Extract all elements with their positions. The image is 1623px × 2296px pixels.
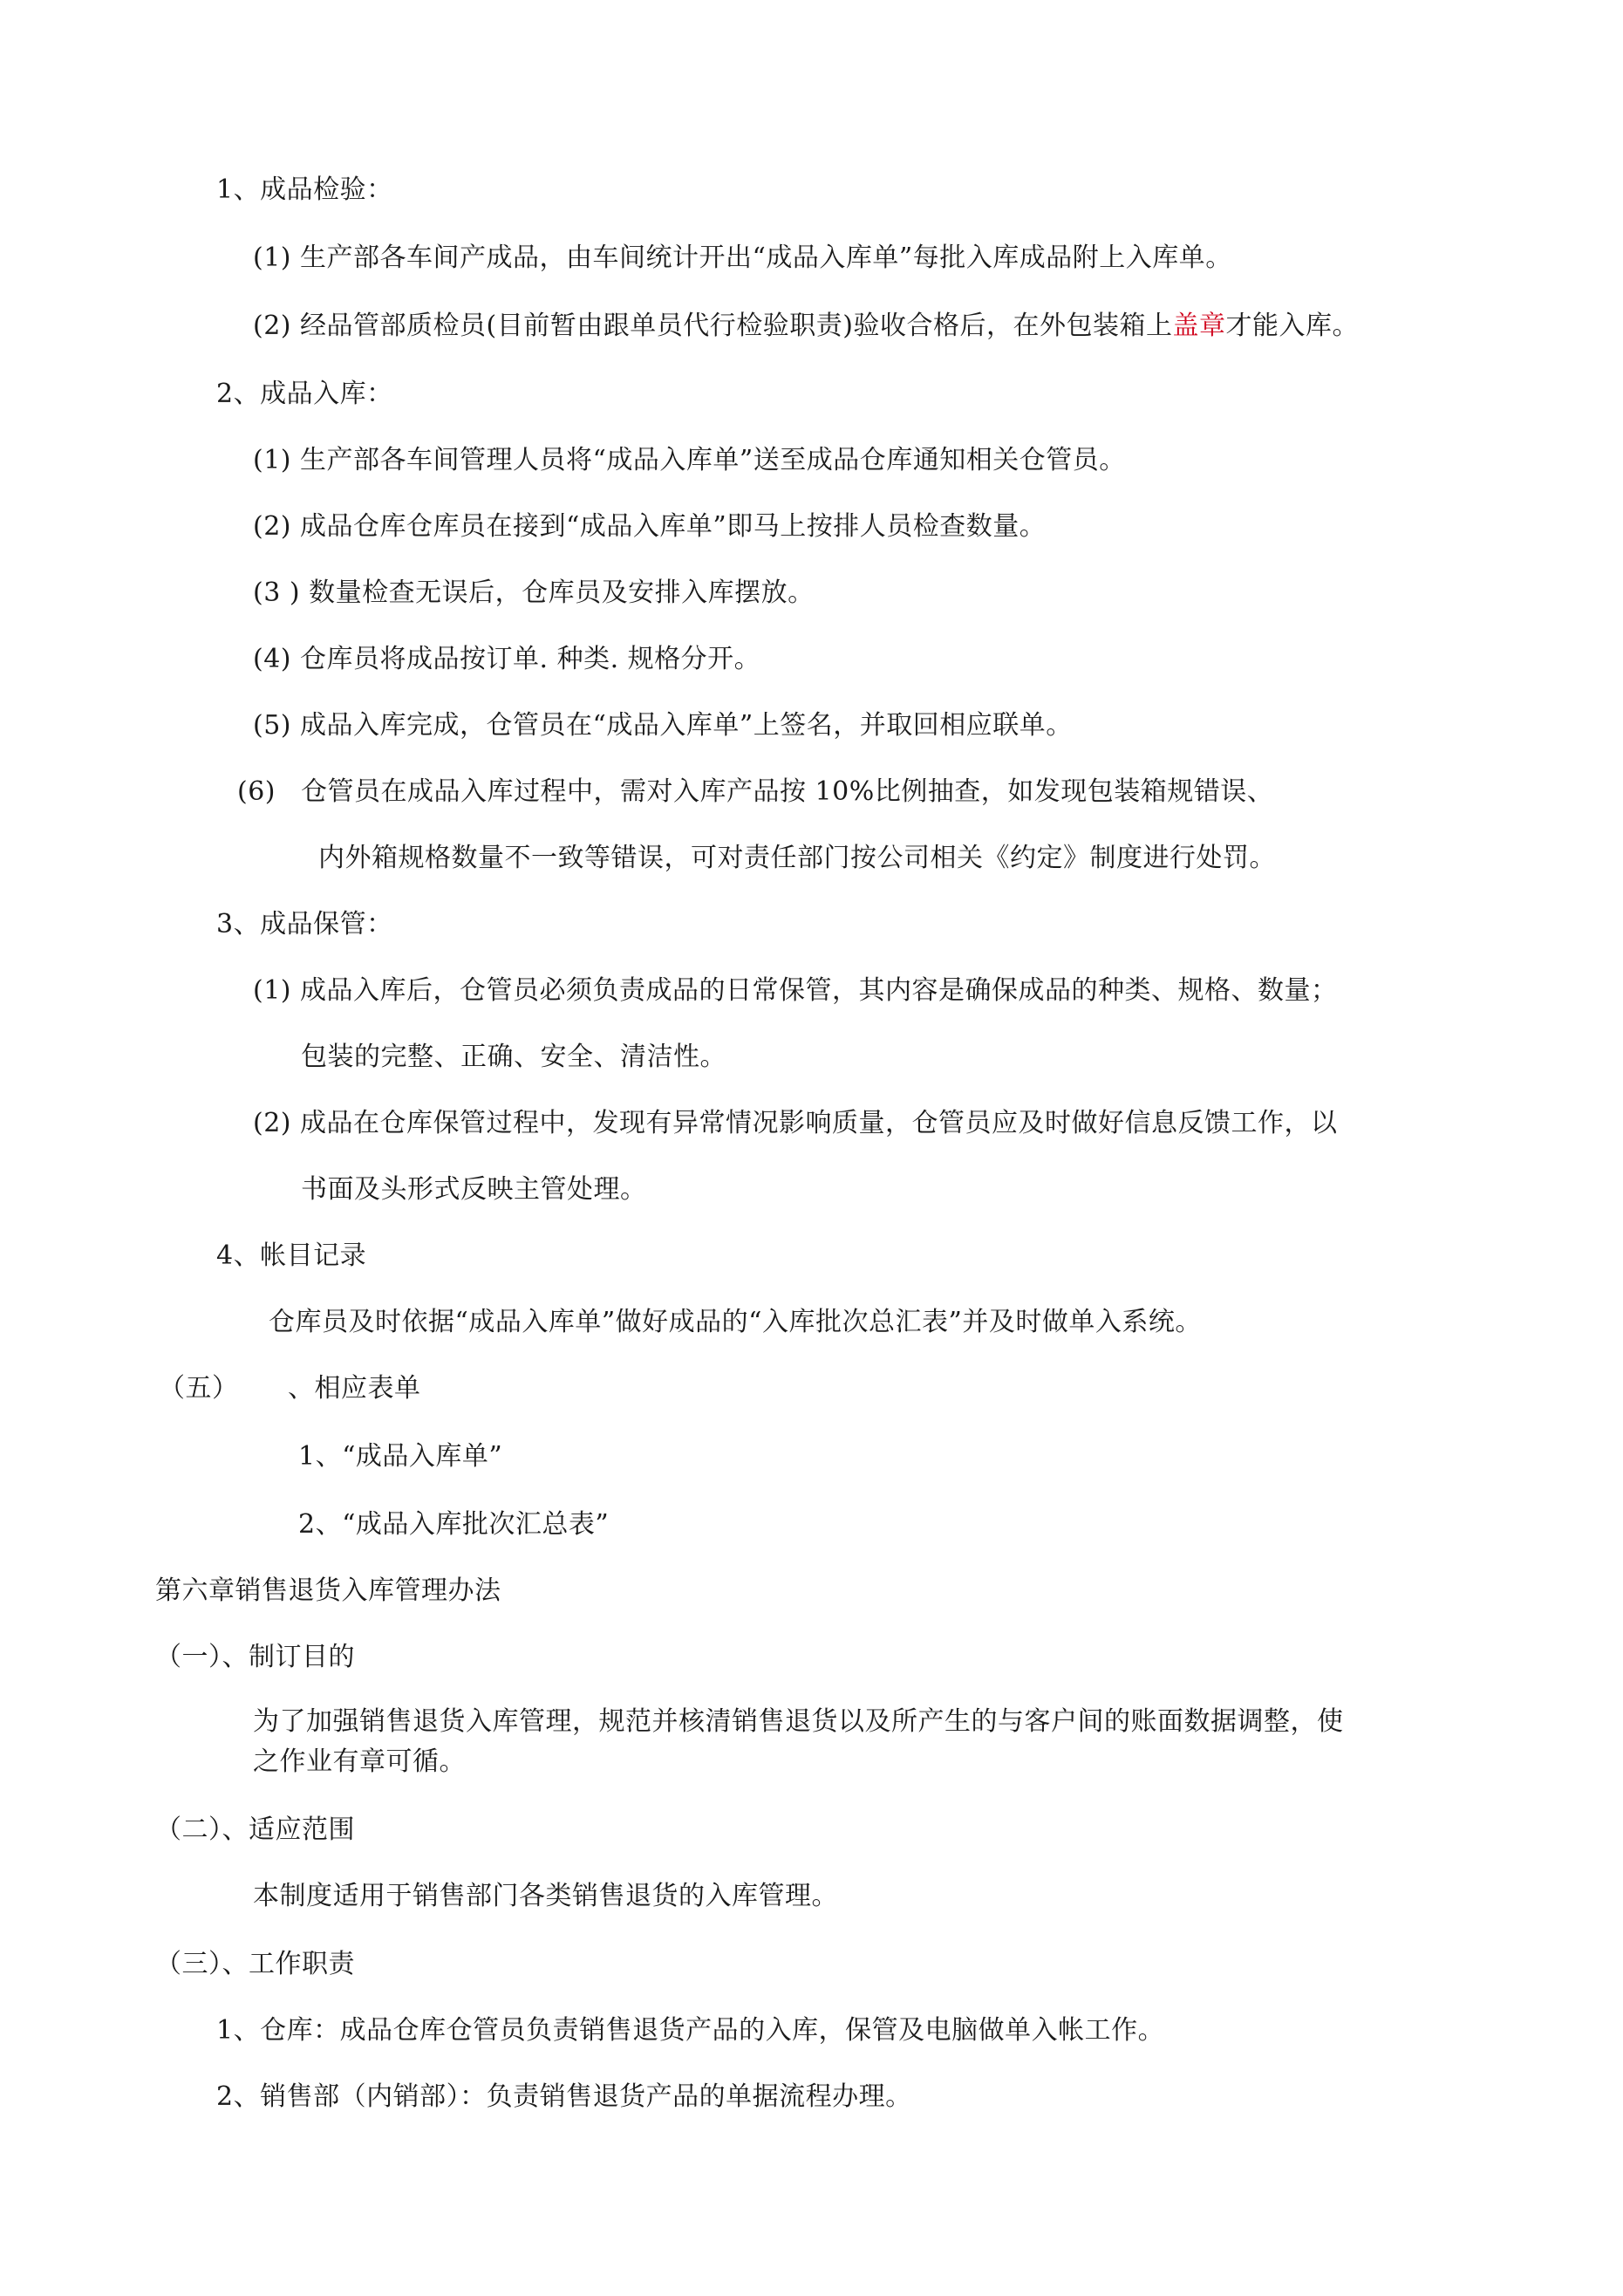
- section-2-item-6-line-1: 仓管员在成品入库过程中，需对入库产品按 10%比例抽查，如发现包装箱规错误、: [301, 776, 1274, 807]
- chapter-6-section-3-title: （三）、工作职责: [155, 1949, 355, 1979]
- chapter-6-section-1-line-2: 之作业有章可循。: [253, 1746, 466, 1777]
- chapter-6-section-3-item-1: 1、仓库：成品仓库仓管员负责销售退货产品的入库，保管及电脑做单入帐工作。: [216, 2015, 1165, 2046]
- section-2-item-2: (2) 成品仓库仓库员在接到“成品入库单”即马上按排人员检查数量。: [253, 511, 1047, 542]
- section-1-item-2-text-a: (2) 经品管部质检员(目前暂由跟单员代行检验职责)验收合格后，在外包装箱上: [253, 311, 1173, 341]
- section-2-title: 2、成品入库：: [216, 379, 393, 409]
- section-1-title: 1、成品检验：: [216, 174, 393, 205]
- section-2-item-6-number: (6): [237, 776, 276, 807]
- section-1-item-2-stamp-word: 盖章: [1172, 311, 1226, 341]
- section-3-item-2-line-2: 书面及头形式反映主管处理。: [301, 1174, 647, 1205]
- chapter-6-title: 第六章销售退货入库管理办法: [155, 1575, 501, 1606]
- section-3-item-1-line-1: (1) 成品入库后，仓管员必须负责成品的日常保管，其内容是确保成品的种类、规格、数量；: [253, 975, 1338, 1006]
- section-3-item-2-line-1: (2) 成品在仓库保管过程中，发现有异常情况影响质量，仓管员应及时做好信息反馈工作，以: [253, 1108, 1338, 1138]
- section-1-item-1: (1) 生产部各车间产成品，由车间统计开出“成品入库单”每批入库成品附上入库单。: [253, 243, 1232, 273]
- section-5-form-1: 1、“成品入库单”: [298, 1441, 503, 1472]
- section-5-form-2: 2、“成品入库批次汇总表”: [298, 1509, 610, 1540]
- chapter-6-section-2-title: （二）、适应范围: [155, 1814, 355, 1845]
- section-2-item-1: (1) 生产部各车间管理人员将“成品入库单”送至成品仓库通知相关仓管员。: [253, 445, 1126, 475]
- section-2-item-3: (3 ) 数量检查无误后，仓库员及安排入库摆放。: [253, 577, 815, 608]
- section-4-body: 仓库员及时依据“成品入库单”做好成品的“入库批次总汇表”并及时做单入系统。: [269, 1307, 1202, 1337]
- chapter-6-section-2-body: 本制度适用于销售部门各类销售退货的入库管理。: [253, 1881, 838, 1911]
- section-3-title: 3、成品保管：: [216, 909, 393, 940]
- section-4-title: 4、帐目记录: [216, 1240, 367, 1271]
- section-1-item-2-text-b: 才能入库。: [1225, 311, 1359, 341]
- section-5-title: 、相应表单: [288, 1373, 421, 1404]
- section-2-item-5: (5) 成品入库完成，仓管员在“成品入库单”上签名，并取回相应联单。: [253, 710, 1073, 741]
- chapter-6-section-3-item-2: 2、销售部（内销部）：负责销售退货产品的单据流程办理。: [216, 2081, 912, 2112]
- section-3-item-1-line-2: 包装的完整、正确、安全、清洁性。: [301, 1042, 726, 1072]
- section-1-item-2: [253, 309, 1359, 344]
- chapter-6-section-1-line-1: 为了加强销售退货入库管理，规范并核清销售退货以及所产生的与客户间的账面数据调整，使: [253, 1706, 1344, 1737]
- section-2-item-4: (4) 仓库员将成品按订单. 种类. 规格分开。: [253, 644, 761, 674]
- chapter-6-section-1-title: （一）、制订目的: [155, 1642, 355, 1672]
- section-5-number: （五）: [159, 1373, 239, 1404]
- section-2-item-6-line-2: 内外箱规格数量不一致等错误，可对责任部门按公司相关《约定》制度进行处罚。: [318, 843, 1276, 873]
